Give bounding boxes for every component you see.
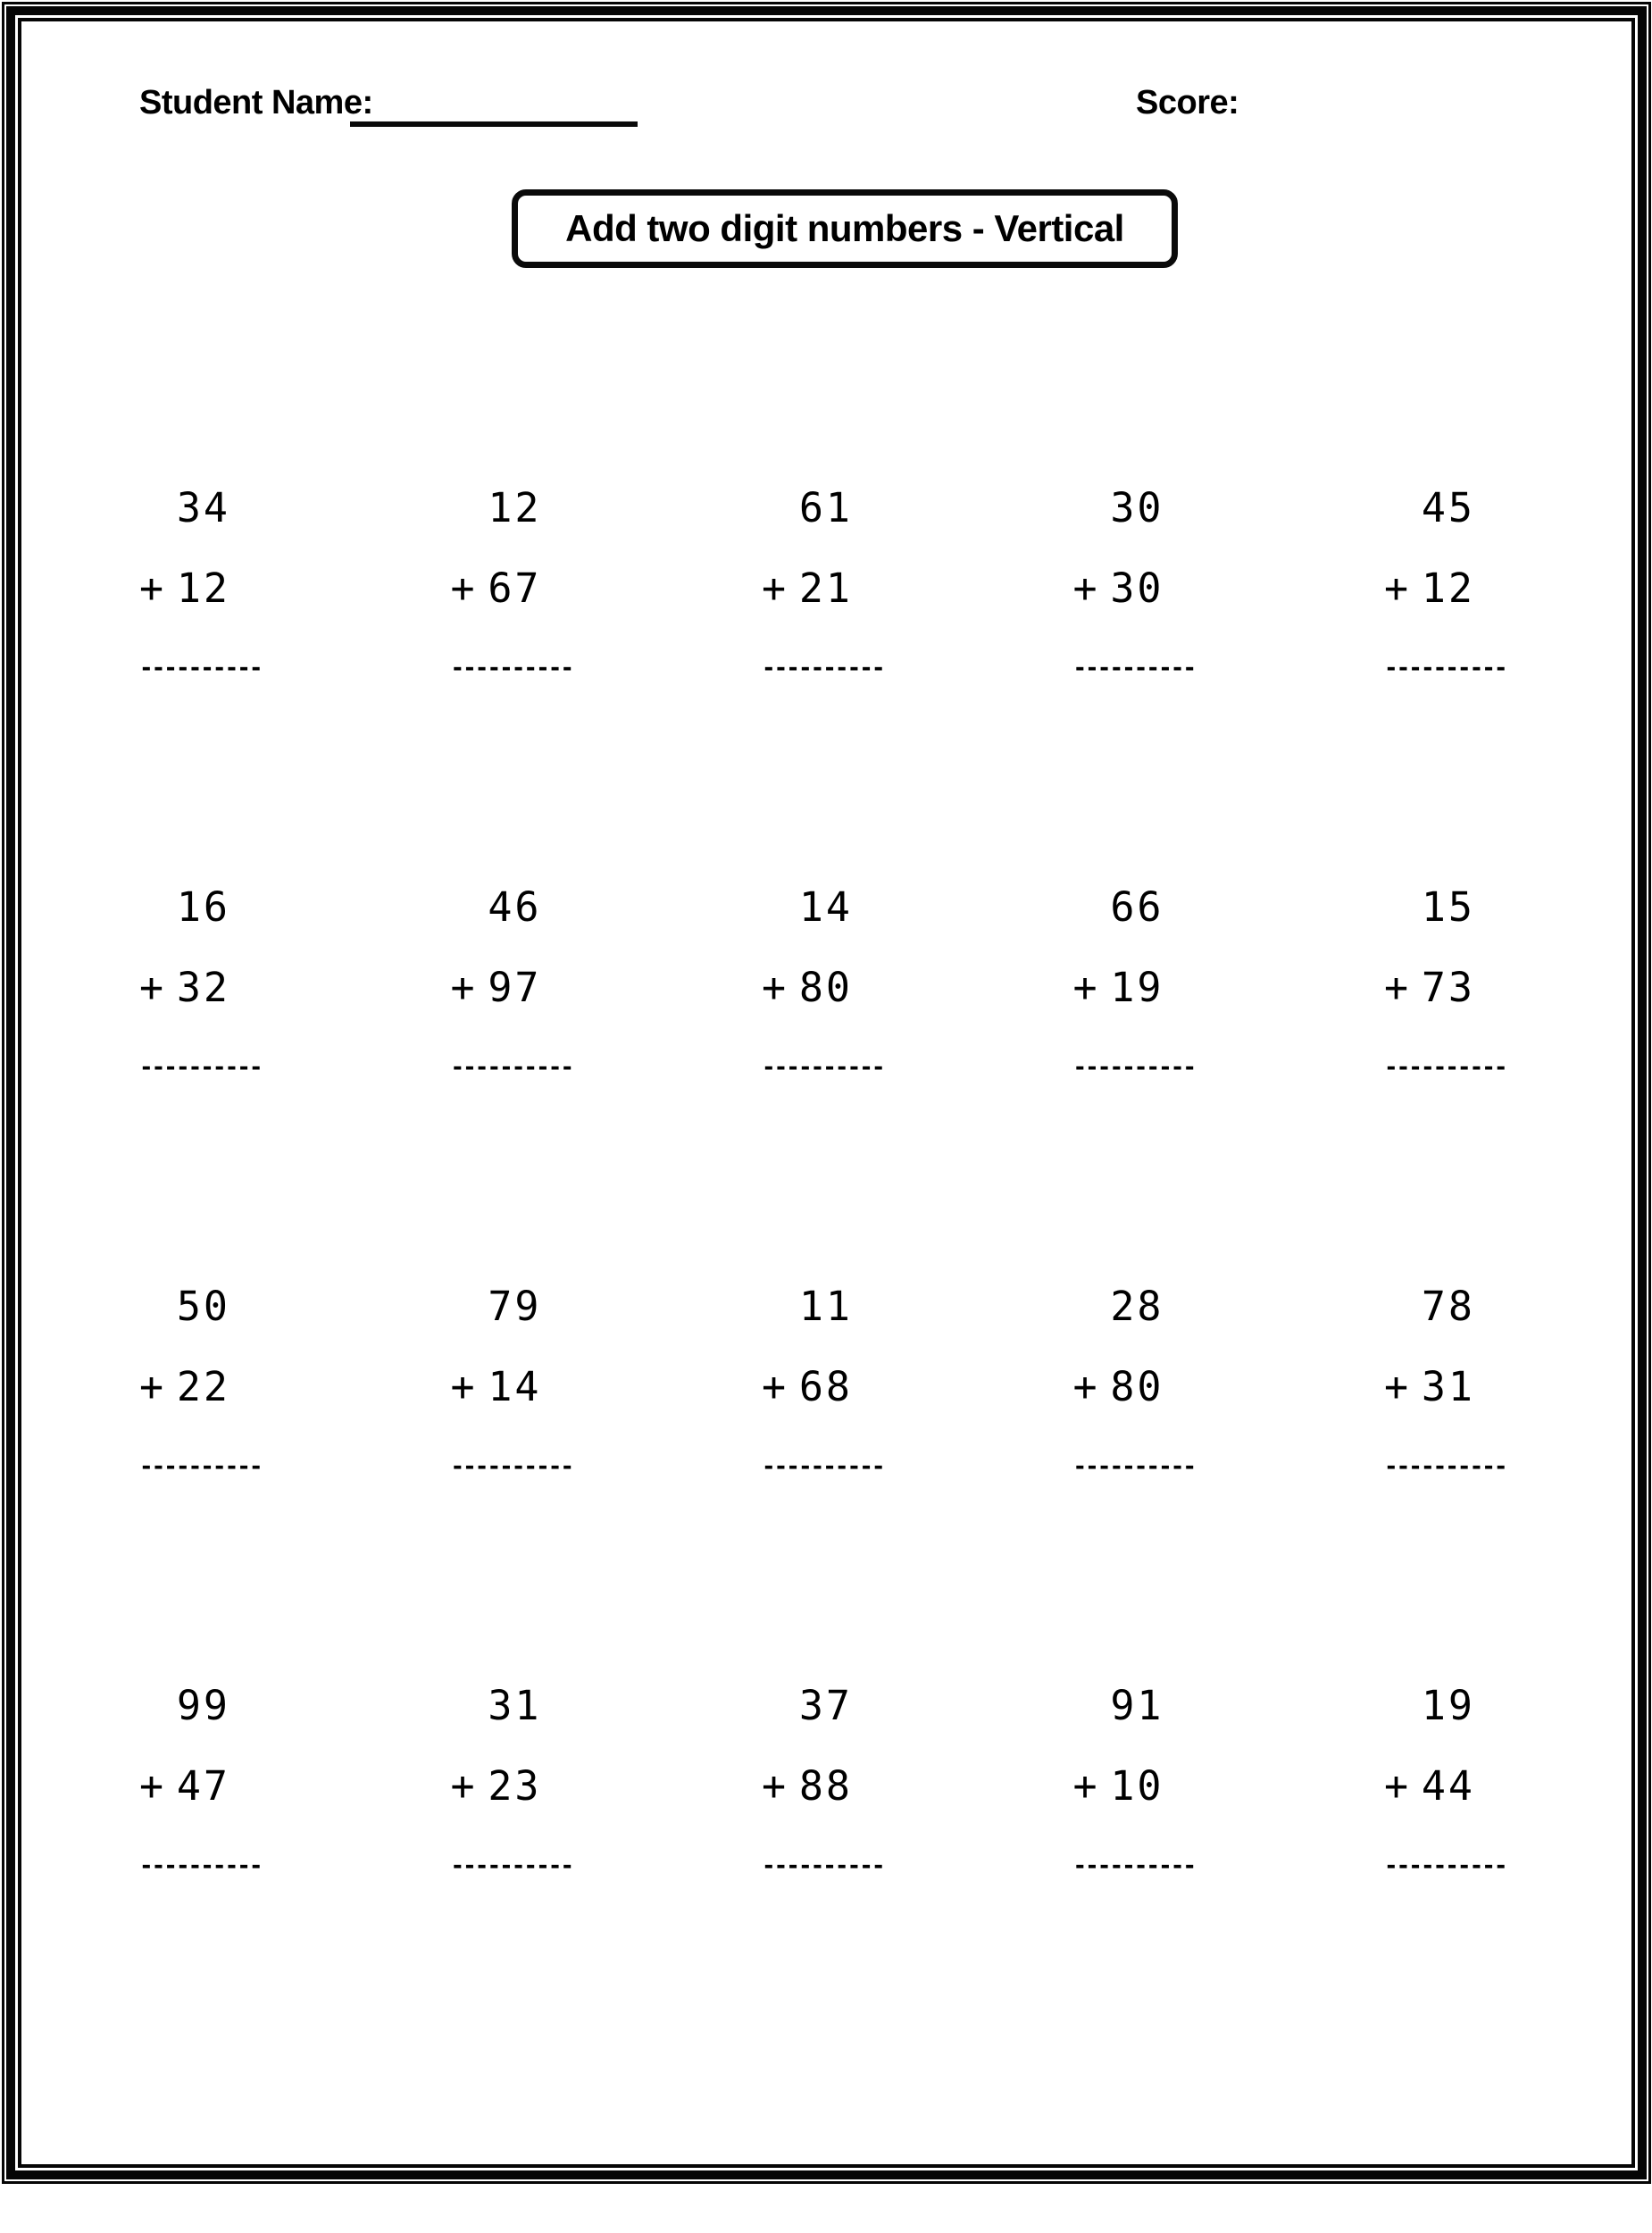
addend-number: 67 (488, 565, 542, 612)
top-number: 91 (1110, 1682, 1164, 1729)
title-box (512, 189, 1178, 268)
plus-operator: + (450, 1363, 478, 1410)
top-number: 46 (488, 883, 542, 931)
addend-number: 47 (176, 1762, 230, 1810)
answer-line: ---------- (139, 655, 262, 682)
addend-number: 80 (798, 964, 853, 1011)
addition-problem-11 (139, 1283, 266, 1685)
addend-number: 80 (1110, 1363, 1164, 1410)
addition-problem-12 (450, 1283, 578, 1685)
page-title: Add two digit numbers - Vertical (565, 207, 1124, 249)
addition-problem-17 (450, 1682, 578, 2085)
answer-line: ---------- (1072, 1453, 1196, 1480)
addition-problem-6 (139, 883, 266, 1286)
addition-problem-4 (1072, 484, 1200, 887)
addition-problem-2 (450, 484, 578, 887)
addition-problem-8 (762, 883, 889, 1286)
answer-line: ---------- (762, 655, 884, 682)
answer-line: ---------- (450, 1852, 573, 1879)
plus-operator: + (1384, 1363, 1412, 1410)
addend-number: 44 (1421, 1762, 1475, 1810)
addition-problem-5 (1384, 484, 1511, 887)
answer-line: ---------- (450, 1453, 573, 1480)
answer-line: ---------- (450, 655, 573, 682)
top-number: 78 (1421, 1283, 1475, 1330)
addend-number: 30 (1110, 565, 1164, 612)
addend-number: 19 (1110, 964, 1164, 1011)
score-label: Score: (1136, 84, 1239, 121)
top-number: 19 (1421, 1682, 1475, 1729)
plus-operator: + (450, 565, 478, 612)
addend-number: 10 (1110, 1762, 1164, 1810)
plus-operator: + (1072, 1762, 1100, 1810)
top-number: 37 (798, 1682, 853, 1729)
plus-operator: + (762, 565, 789, 612)
answer-line: ---------- (1384, 1852, 1506, 1879)
answer-line: ---------- (139, 1852, 262, 1879)
addition-problem-15 (1384, 1283, 1511, 1685)
addition-problem-10 (1384, 883, 1511, 1286)
addend-number: 12 (1421, 565, 1475, 612)
plus-operator: + (139, 1363, 167, 1410)
top-number: 79 (488, 1283, 542, 1330)
top-number: 34 (176, 484, 230, 531)
plus-operator: + (762, 1762, 789, 1810)
answer-line: ---------- (1384, 1453, 1506, 1480)
answer-line: ---------- (139, 1453, 262, 1480)
addition-problem-20 (1384, 1682, 1511, 2085)
addend-number: 32 (176, 964, 230, 1011)
plus-operator: + (762, 1363, 789, 1410)
answer-line: ---------- (762, 1453, 884, 1480)
answer-line: ---------- (1384, 655, 1506, 682)
top-number: 14 (798, 883, 853, 931)
top-number: 66 (1110, 883, 1164, 931)
top-number: 50 (176, 1283, 230, 1330)
top-number: 12 (488, 484, 542, 531)
plus-operator: + (762, 964, 789, 1011)
answer-line: ---------- (1072, 655, 1196, 682)
top-number: 99 (176, 1682, 230, 1729)
addition-problem-7 (450, 883, 578, 1286)
plus-operator: + (1072, 565, 1100, 612)
answer-line: ---------- (1072, 1054, 1196, 1081)
plus-operator: + (139, 565, 167, 612)
addend-number: 12 (176, 565, 230, 612)
addend-number: 23 (488, 1762, 542, 1810)
plus-operator: + (139, 1762, 167, 1810)
student-name-label: Student Name: (139, 84, 373, 121)
top-number: 61 (798, 484, 853, 531)
answer-line: ---------- (1072, 1852, 1196, 1879)
addition-problem-16 (139, 1682, 266, 2085)
top-number: 45 (1421, 484, 1475, 531)
addition-problem-13 (762, 1283, 889, 1685)
plus-operator: + (450, 1762, 478, 1810)
plus-operator: + (1384, 565, 1412, 612)
answer-line: ---------- (762, 1852, 884, 1879)
top-number: 28 (1110, 1283, 1164, 1330)
student-name-blank (350, 86, 638, 127)
plus-operator: + (1384, 964, 1412, 1011)
addition-problem-3 (762, 484, 889, 887)
addition-problem-1 (139, 484, 266, 887)
addend-number: 31 (1421, 1363, 1475, 1410)
addition-problem-19 (1072, 1682, 1200, 2085)
plus-operator: + (1072, 964, 1100, 1011)
addend-number: 73 (1421, 964, 1475, 1011)
problems-grid (139, 484, 1652, 2085)
top-number: 15 (1421, 883, 1475, 931)
answer-line: ---------- (762, 1054, 884, 1081)
addition-problem-18 (762, 1682, 889, 2085)
top-number: 16 (176, 883, 230, 931)
plus-operator: + (139, 964, 167, 1011)
addition-problem-9 (1072, 883, 1200, 1286)
plus-operator: + (1072, 1363, 1100, 1410)
plus-operator: + (450, 964, 478, 1011)
addend-number: 22 (176, 1363, 230, 1410)
addend-number: 97 (488, 964, 542, 1011)
answer-line: ---------- (139, 1054, 262, 1081)
addend-number: 14 (488, 1363, 542, 1410)
addend-number: 21 (798, 565, 853, 612)
answer-line: ---------- (1384, 1054, 1506, 1081)
top-number: 31 (488, 1682, 542, 1729)
addend-number: 88 (798, 1762, 853, 1810)
plus-operator: + (1384, 1762, 1412, 1810)
top-number: 30 (1110, 484, 1164, 531)
addend-number: 68 (798, 1363, 853, 1410)
top-number: 11 (798, 1283, 853, 1330)
answer-line: ---------- (450, 1054, 573, 1081)
addition-problem-14 (1072, 1283, 1200, 1685)
